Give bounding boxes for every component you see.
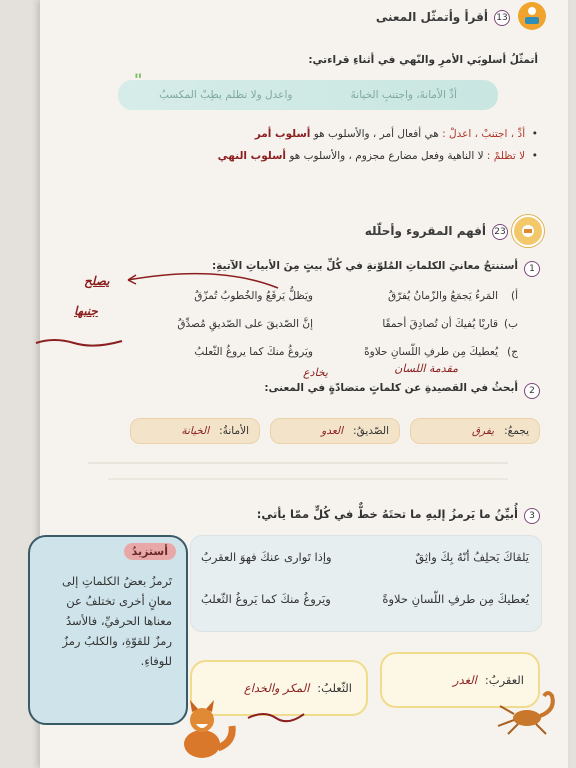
- question-2-text: أبحثُ في القصيدةِ عن كلماتٍ متضادّةٍ في المعنى:: [264, 382, 518, 394]
- scorpion-icon: [492, 690, 562, 740]
- bleed-through-text: [108, 478, 508, 480]
- handwritten-answer: مقدمة اللسان: [394, 362, 458, 375]
- verses-box: [190, 535, 542, 632]
- question-number-badge: 1: [524, 261, 540, 277]
- verse-a-first-half: المَرءُ يَجمَعُ والزّمانُ يُفرّقُ: [388, 290, 498, 302]
- antonym-label: الأمانةُ:: [219, 425, 249, 437]
- antonym-label: يجمعُ:: [504, 425, 529, 437]
- verse-2-second-half: ويَروغُ منكَ كما يَروغُ الثّعلبُ: [201, 592, 331, 606]
- banner-item: واعدل ولا تظلم يطِبْ المكسبُ: [159, 89, 293, 101]
- question-number-badge: 2: [524, 383, 540, 399]
- verse-1-first-half: يَلقاكَ يَحلِفُ أنّهُ بِكَ واثِقٌ: [415, 550, 529, 564]
- antonym-label: الصّديقُ:: [353, 425, 389, 437]
- scribble-mark: [34, 335, 124, 349]
- scribble-mark: [246, 708, 306, 724]
- section-number-badge: 13: [494, 10, 510, 26]
- aside-text: تَرمزُ بعضُ الكلماتِ إلى معانٍ أخرى تختلفُ عن معناها الحرفيِّ، فالأسدُ رمزٌ للقوّةِ، والكلبُ رمزٌ للوفاءِ.: [62, 574, 172, 668]
- antonym-answer: يفرق: [471, 425, 495, 437]
- question-1-text: أستنتجُ معانيَ الكلماتِ المُلوّنةِ في كُلِّ بيتٍ مِنَ الأبياتِ الآتيةِ:: [211, 260, 518, 272]
- quote-mark-icon: ": [134, 70, 143, 89]
- aside-box: [28, 535, 188, 725]
- scorpion-label: العقربُ:: [484, 673, 524, 687]
- verse-1-second-half: وإذا تَوارى عنكَ فهوَ العقربُ: [201, 550, 332, 564]
- fox-label: الثّعلبُ:: [317, 681, 352, 695]
- antonym-answer: الخيانة: [181, 425, 210, 437]
- section-title: أفهم المقروء وأحلّله: [364, 224, 486, 238]
- handwritten-answer: يصلح: [84, 274, 110, 288]
- bullet-1-emphasis: أسلوب أمر: [254, 128, 311, 140]
- handwritten-answer: جنبها: [74, 304, 98, 318]
- question-3-text: أُبيِّنُ ما يَرمزُ إليهِ ما تحتَهُ خطٌّ في كُلٍّ ممّا يأتي:: [256, 507, 518, 521]
- bullet-2-text: لا الناهية وفعل مضارع مجزوم ، والأسلوب هو: [289, 150, 484, 162]
- reading-icon: [518, 2, 546, 30]
- scorpion-answer: الغدر: [453, 673, 477, 687]
- bullet-2-prefix: لا تظلمْ :: [486, 150, 526, 162]
- instruction-text: أتمثّلُ أسلوبَي الأمرِ والنّهي في أثناءِ قراءتي:: [308, 54, 538, 66]
- fox-icon: [168, 696, 238, 766]
- bullet-dot-icon: •: [528, 128, 538, 140]
- antonym-box: [130, 418, 260, 444]
- banner-item: أدِّ الأمانةَ، واجتنبِ الخيانةَ: [350, 89, 457, 101]
- analysis-icon: [512, 215, 544, 247]
- bullet-2: [218, 150, 538, 162]
- answer-arrow-icon: [118, 268, 288, 290]
- verse-2-first-half: يُعطيكَ مِن طرفِ اللّسانِ حلاوةً: [382, 592, 529, 606]
- section-number-badge: 23: [492, 224, 508, 240]
- verse-label: أ): [510, 290, 518, 302]
- handwritten-answer: يخادع: [303, 366, 328, 379]
- bullet-1: [255, 128, 538, 140]
- fox-answer: المكر والخداع: [243, 681, 310, 695]
- verse-label: ج): [507, 346, 518, 358]
- antonym-box: [270, 418, 400, 444]
- verse-b-second-half: إنَّ الصّديقَ على الصّديقِ مُصدِّقُ: [177, 318, 313, 330]
- workbook-page: [40, 0, 568, 768]
- bullet-1-text: هي أفعال أمر ، والأسلوب هو: [313, 128, 439, 140]
- verse-label: ب): [504, 318, 518, 330]
- bullet-1-prefix: أدِّ ، اجتنبْ ، اعدلْ :: [442, 128, 526, 140]
- verse-b-first-half: قاربْا يُفيكَ أن تُصادِقَ أحمقًا: [382, 318, 498, 330]
- aside-title: أستزيدُ: [124, 543, 176, 560]
- verse-c-second-half: ويَروغُ منكَ كما يروغُ الثّعلبُ: [194, 346, 313, 358]
- verse-a-second-half: ويَظلُّ يَرقَعُ والخُطوبُ تُمزّقُ: [194, 290, 313, 302]
- bullet-dot-icon: •: [528, 150, 538, 162]
- quote-banner: [118, 80, 498, 110]
- section-title: أقرأ وأتمثّل المعنى: [375, 10, 488, 24]
- bullet-2-emphasis: أسلوب النهي: [217, 150, 286, 162]
- question-number-badge: 3: [524, 508, 540, 524]
- bleed-through-text: [88, 462, 508, 464]
- antonym-answer: العدو: [321, 425, 344, 437]
- antonym-box: [410, 418, 540, 444]
- verse-c-first-half: يُعطيكَ مِن طرفِ اللّسانِ حلاوةً: [364, 346, 498, 358]
